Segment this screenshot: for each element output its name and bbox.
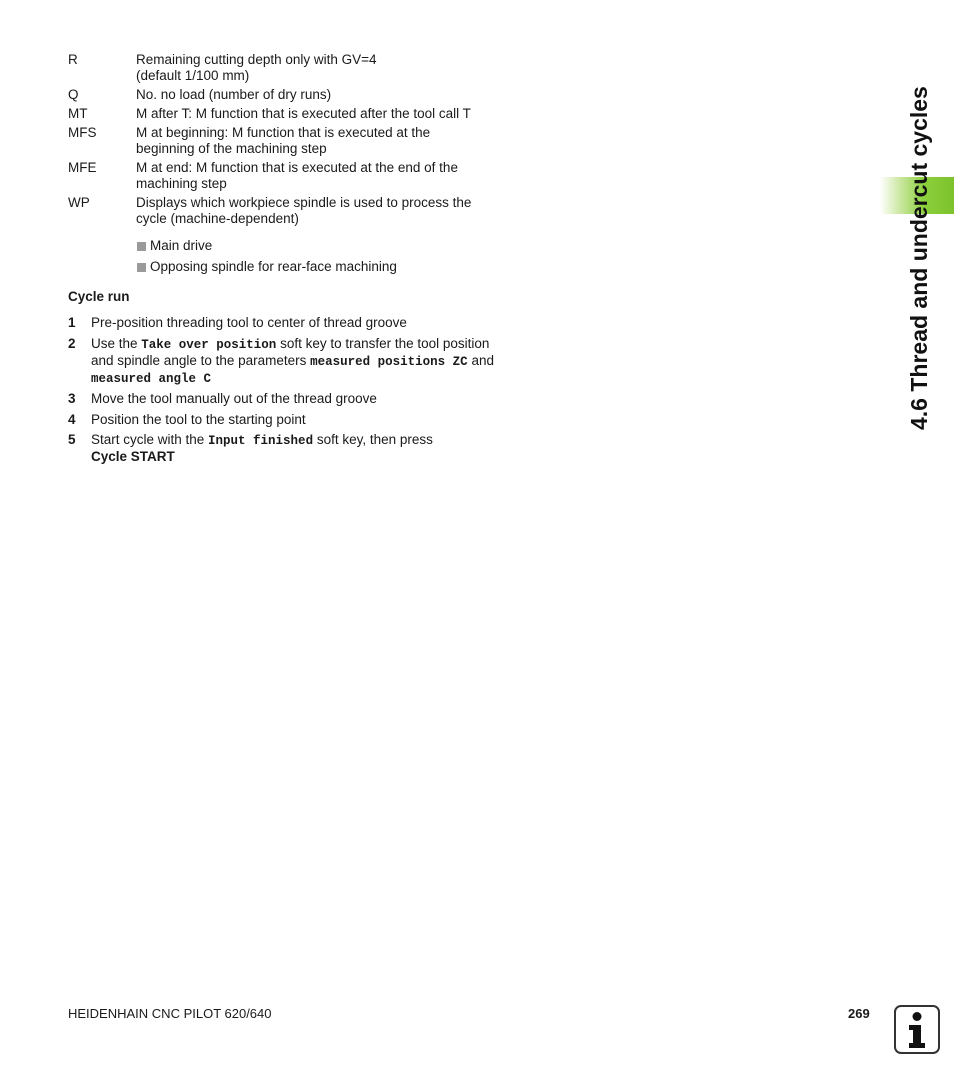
info-icon bbox=[894, 1005, 940, 1054]
param-code: MFS bbox=[68, 125, 97, 140]
param-description: No. no load (number of dry runs) bbox=[136, 87, 332, 102]
step-2 bbox=[68, 336, 518, 387]
step-text: Use the Take over position soft key to transfer the tool position and spindle angle to the parameters measured positions ZC and measured angle C bbox=[91, 335, 494, 386]
step-text: Move the tool manually out of the thread groove bbox=[91, 391, 377, 406]
section-heading: Cycle run bbox=[68, 289, 130, 304]
param-description: M after T: M function that is executed after the tool call T bbox=[136, 106, 471, 121]
param-mt bbox=[68, 106, 518, 122]
param-r bbox=[68, 52, 518, 84]
param-measured-angle-c: measured angle C bbox=[91, 371, 212, 386]
step-number: 4 bbox=[68, 411, 76, 427]
param-q bbox=[68, 87, 518, 103]
step-1 bbox=[68, 315, 518, 331]
step-4 bbox=[68, 412, 518, 428]
key-cycle-start: Cycle START bbox=[91, 449, 175, 464]
step-number: 1 bbox=[68, 315, 76, 330]
step-number: 5 bbox=[68, 432, 76, 447]
param-description: M at beginning: M function that is executed at the beginning of the machining step bbox=[136, 125, 431, 156]
param-code: R bbox=[68, 52, 78, 67]
list-item: Main drive bbox=[137, 238, 397, 254]
param-measured-positions-zc: measured positions ZC bbox=[310, 354, 468, 369]
param-wp bbox=[68, 195, 518, 227]
step-number: 3 bbox=[68, 391, 76, 406]
step-text: Start cycle with the Input finished soft key, then press Cycle START bbox=[91, 432, 433, 464]
chapter-title: 4.6 Thread and undercut cycles bbox=[906, 86, 932, 430]
wp-option-list bbox=[137, 238, 397, 280]
step-list bbox=[68, 315, 518, 470]
param-code: MT bbox=[68, 106, 88, 121]
param-code: Q bbox=[68, 87, 79, 102]
parameter-list bbox=[68, 52, 518, 230]
param-mfs bbox=[68, 125, 518, 157]
list-item: Opposing spindle for rear-face machining bbox=[137, 259, 397, 275]
square-bullet-icon bbox=[137, 242, 146, 251]
param-description: Displays which workpiece spindle is used to process the cycle (machine-dependent) bbox=[136, 195, 472, 226]
param-description: M at end: M function that is executed at the end of the machining step bbox=[136, 160, 458, 191]
step-3 bbox=[68, 391, 518, 407]
page-number: 269 bbox=[848, 1006, 870, 1021]
step-text: Position the tool to the starting point bbox=[91, 411, 306, 427]
step-number: 2 bbox=[68, 335, 76, 351]
softkey-take-over-position: Take over position bbox=[141, 337, 277, 352]
manual-name: HEIDENHAIN CNC PILOT 620/640 bbox=[68, 1006, 272, 1021]
param-mfe bbox=[68, 160, 518, 192]
step-5 bbox=[68, 432, 518, 465]
param-code: MFE bbox=[68, 160, 97, 175]
square-bullet-icon bbox=[137, 263, 146, 272]
param-code: WP bbox=[68, 195, 90, 210]
softkey-input-finished: Input finished bbox=[208, 434, 314, 448]
param-description: Remaining cutting depth only with GV=4 (default 1/100 mm) bbox=[136, 52, 377, 83]
step-text: Pre-position threading tool to center of thread groove bbox=[91, 315, 407, 330]
